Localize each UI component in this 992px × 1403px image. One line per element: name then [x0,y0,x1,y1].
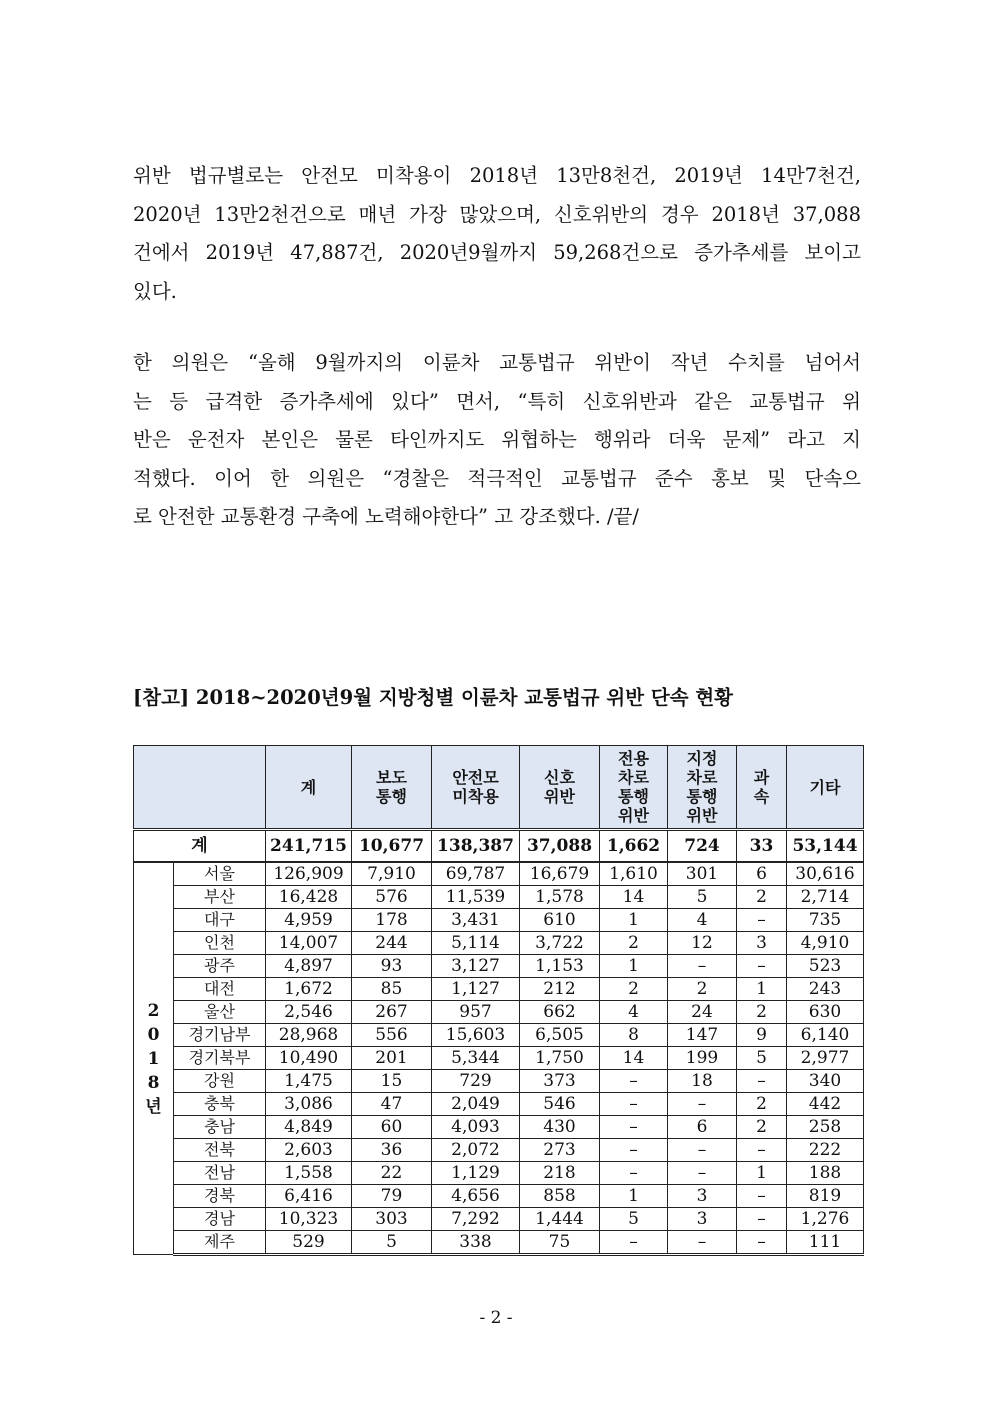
value-cell: 2 [668,978,737,1001]
value-cell: 3,086 [266,1093,352,1116]
value-cell: – [737,1231,787,1255]
value-cell: 10,677 [352,830,432,863]
year-label-char: 년 [145,1096,162,1117]
value-cell: 858 [520,1185,600,1208]
table-row [134,1231,864,1255]
value-cell: 546 [520,1093,600,1116]
value-cell: 630 [787,1001,864,1024]
value-cell: 1,444 [520,1208,600,1231]
value-cell: 3,722 [520,932,600,955]
value-cell: 1,672 [266,978,352,1001]
value-cell: 126,909 [266,862,352,886]
region-cell: 울산 [174,1001,266,1024]
value-cell: 2,977 [787,1047,864,1070]
column-header: 전용 차로 통행 위반 [600,746,668,830]
value-cell: 1,127 [432,978,520,1001]
column-header: 보도 통행 [352,746,432,830]
value-cell: 6,416 [266,1185,352,1208]
value-cell: 258 [787,1116,864,1139]
value-cell: 2 [600,932,668,955]
value-cell: 201 [352,1047,432,1070]
value-cell: 610 [520,909,600,932]
value-cell: 1,662 [600,830,668,863]
value-cell: 5 [352,1231,432,1255]
value-cell: 5 [600,1208,668,1231]
value-cell: 1 [737,1162,787,1185]
value-cell: 24 [668,1001,737,1024]
value-cell: 1,750 [520,1047,600,1070]
value-cell: 4,849 [266,1116,352,1139]
table-row [134,862,864,886]
table-row [134,955,864,978]
value-cell: 69,787 [432,862,520,886]
value-cell: 662 [520,1001,600,1024]
value-cell: 18 [668,1070,737,1093]
value-cell: 8 [600,1024,668,1047]
value-cell: 6 [737,862,787,886]
value-cell: 576 [352,886,432,909]
value-cell: 338 [432,1231,520,1255]
value-cell: 5,344 [432,1047,520,1070]
paragraph-line: 있다. [133,279,177,303]
value-cell: 4 [668,909,737,932]
value-cell: 1 [600,909,668,932]
value-cell: 15 [352,1070,432,1093]
value-cell: – [600,1162,668,1185]
value-cell: 241,715 [266,830,352,863]
paragraph-line: 적했다. 이어 한 의원은 “경찰은 적극적인 교통법규 준수 홍보 및 단속으 [133,466,861,490]
value-cell: 36 [352,1139,432,1162]
region-cell: 제주 [174,1231,266,1255]
region-cell: 경기남부 [174,1024,266,1047]
value-cell: 529 [266,1231,352,1255]
value-cell: 10,323 [266,1208,352,1231]
year-label-char: 0 [147,1024,160,1045]
table-row [134,1116,864,1139]
value-cell: 243 [787,978,864,1001]
value-cell: 267 [352,1001,432,1024]
value-cell: – [668,1139,737,1162]
column-header: 기타 [787,746,864,830]
value-cell: 30,616 [787,862,864,886]
table-row [134,1208,864,1231]
year-label-cell [134,862,174,1255]
value-cell: 28,968 [266,1024,352,1047]
value-cell: 6,505 [520,1024,600,1047]
table-header-row [134,746,864,830]
paragraph-line: 건에서 2019년 47,887건, 2020년9월까지 59,268건으로 증가추세를 보이고 [133,241,861,264]
value-cell: 735 [787,909,864,932]
table-row [134,1093,864,1116]
value-cell: 2 [600,978,668,1001]
paragraph-line: 위반 법규별로는 안전모 미착용이 2018년 13만8천건, 2019년 14만7천건, [133,164,861,187]
value-cell: 1,276 [787,1208,864,1231]
paragraph-line: 반은 운전자 본인은 물론 타인까지도 위협하는 행위라 더욱 문제” 라고 지 [133,428,861,451]
value-cell: 11,539 [432,886,520,909]
value-cell: 373 [520,1070,600,1093]
value-cell: 14 [600,1047,668,1070]
paragraph-line: 는 등 급격한 증가추세에 있다” 면서, “특히 신호위반과 같은 교통법규 위 [133,389,861,413]
value-cell: 33 [737,830,787,863]
value-cell: – [668,1231,737,1255]
value-cell: 5 [668,886,737,909]
value-cell: 5,114 [432,932,520,955]
value-cell: 14 [600,886,668,909]
value-cell: 4,897 [266,955,352,978]
value-cell: 957 [432,1001,520,1024]
value-cell: 2 [737,1001,787,1024]
value-cell: 1 [600,955,668,978]
paragraph-line: 한 의원은 “올해 9월까지의 이륜차 교통법규 위반이 작년 수치를 넘어서 [133,351,861,374]
region-cell: 광주 [174,955,266,978]
region-cell: 경기북부 [174,1047,266,1070]
table-row [134,909,864,932]
value-cell: 523 [787,955,864,978]
region-cell: 전북 [174,1139,266,1162]
value-cell: – [737,1208,787,1231]
value-cell: 1,129 [432,1162,520,1185]
column-header: 신호 위반 [520,746,600,830]
value-cell: 1,558 [266,1162,352,1185]
paragraph-violations-by-law [133,157,861,311]
value-cell: 10,490 [266,1047,352,1070]
value-cell: 4,959 [266,909,352,932]
value-cell: 7,910 [352,862,432,886]
value-cell: 3,127 [432,955,520,978]
column-header: 지정 차로 통행 위반 [668,746,737,830]
value-cell: – [737,909,787,932]
region-cell: 경북 [174,1185,266,1208]
value-cell: 15,603 [432,1024,520,1047]
region-cell: 강원 [174,1070,266,1093]
value-cell: 2,072 [432,1139,520,1162]
page-number: - 2 - [479,1308,513,1328]
total-row [134,830,864,863]
value-cell: 12 [668,932,737,955]
column-header: 과 속 [737,746,787,830]
table-row [134,932,864,955]
value-cell: 16,428 [266,886,352,909]
value-cell: 4,910 [787,932,864,955]
region-cell: 대구 [174,909,266,932]
value-cell: 79 [352,1185,432,1208]
value-cell: 85 [352,978,432,1001]
reference-title: [참고] 2018~2020년9월 지방청별 이륜차 교통법규 위반 단속 현황 [133,686,734,709]
value-cell: 93 [352,955,432,978]
value-cell: 1,610 [600,862,668,886]
region-cell: 충북 [174,1093,266,1116]
region-cell: 서울 [174,862,266,886]
value-cell: 188 [787,1162,864,1185]
value-cell: 5 [737,1047,787,1070]
value-cell: 212 [520,978,600,1001]
region-cell: 대전 [174,978,266,1001]
value-cell: 16,679 [520,862,600,886]
region-cell: 전남 [174,1162,266,1185]
value-cell: – [737,1139,787,1162]
value-cell: 9 [737,1024,787,1047]
value-cell: 6 [668,1116,737,1139]
region-cell: 경남 [174,1208,266,1231]
value-cell: 2 [737,1093,787,1116]
value-cell: 4 [600,1001,668,1024]
value-cell: – [600,1231,668,1255]
value-cell: 22 [352,1162,432,1185]
value-cell: 53,144 [787,830,864,863]
region-cell: 인천 [174,932,266,955]
value-cell: 244 [352,932,432,955]
value-cell: 75 [520,1231,600,1255]
column-header: 안전모 미착용 [432,746,520,830]
value-cell: – [737,1070,787,1093]
table-row [134,1070,864,1093]
value-cell: 2,714 [787,886,864,909]
year-label-char: 8 [147,1072,160,1093]
value-cell: – [737,955,787,978]
value-cell: 3,431 [432,909,520,932]
value-cell: 2,546 [266,1001,352,1024]
enforcement-stats-table [133,745,864,1256]
value-cell: 303 [352,1208,432,1231]
value-cell: 273 [520,1139,600,1162]
value-cell: – [600,1139,668,1162]
table-row [134,978,864,1001]
value-cell: 2 [737,886,787,909]
value-cell: 47 [352,1093,432,1116]
value-cell: 1,578 [520,886,600,909]
table-row [134,1047,864,1070]
total-label-cell: 계 [134,830,266,863]
value-cell: 3 [668,1185,737,1208]
value-cell: 1 [600,1185,668,1208]
value-cell: 147 [668,1024,737,1047]
value-cell: 340 [787,1070,864,1093]
value-cell: 724 [668,830,737,863]
value-cell: 178 [352,909,432,932]
value-cell: 556 [352,1024,432,1047]
region-cell: 충남 [174,1116,266,1139]
table-row [134,1185,864,1208]
value-cell: – [668,955,737,978]
value-cell: 138,387 [432,830,520,863]
value-cell: 7,292 [432,1208,520,1231]
value-cell: 1,153 [520,955,600,978]
table-row [134,1001,864,1024]
year-label-char: 2 [147,1000,160,1021]
value-cell: – [600,1116,668,1139]
value-cell: 729 [432,1070,520,1093]
value-cell: 60 [352,1116,432,1139]
paragraph-line: 로 안전한 교통환경 구축에 노력해야한다” 고 강조했다. /끝/ [133,505,639,528]
value-cell: 430 [520,1116,600,1139]
column-header: 계 [266,746,352,830]
value-cell: 2,049 [432,1093,520,1116]
value-cell: 111 [787,1231,864,1255]
value-cell: – [737,1185,787,1208]
paragraph-line: 2020년 13만2천건으로 매년 가장 많았으며, 신호위반의 경우 2018년 37,088 [133,202,861,226]
value-cell: 2 [737,1116,787,1139]
value-cell: 1 [737,978,787,1001]
value-cell: 37,088 [520,830,600,863]
value-cell: 3 [737,932,787,955]
value-cell: 1,475 [266,1070,352,1093]
value-cell: 2,603 [266,1139,352,1162]
table-row [134,886,864,909]
value-cell: – [668,1093,737,1116]
year-label-char: 1 [147,1048,160,1069]
value-cell: 3 [668,1208,737,1231]
value-cell: 222 [787,1139,864,1162]
value-cell: 4,093 [432,1116,520,1139]
value-cell: 442 [787,1093,864,1116]
value-cell: 819 [787,1185,864,1208]
value-cell: 301 [668,862,737,886]
value-cell: – [600,1093,668,1116]
table-row [134,1139,864,1162]
value-cell: – [600,1070,668,1093]
value-cell: – [668,1162,737,1185]
value-cell: 6,140 [787,1024,864,1047]
paragraph-lawmaker-quote [133,344,861,537]
value-cell: 4,656 [432,1185,520,1208]
table-row [134,1024,864,1047]
value-cell: 199 [668,1047,737,1070]
region-cell: 부산 [174,886,266,909]
table-row [134,1162,864,1185]
value-cell: 218 [520,1162,600,1185]
header-corner-cell [134,746,266,830]
value-cell: 14,007 [266,932,352,955]
